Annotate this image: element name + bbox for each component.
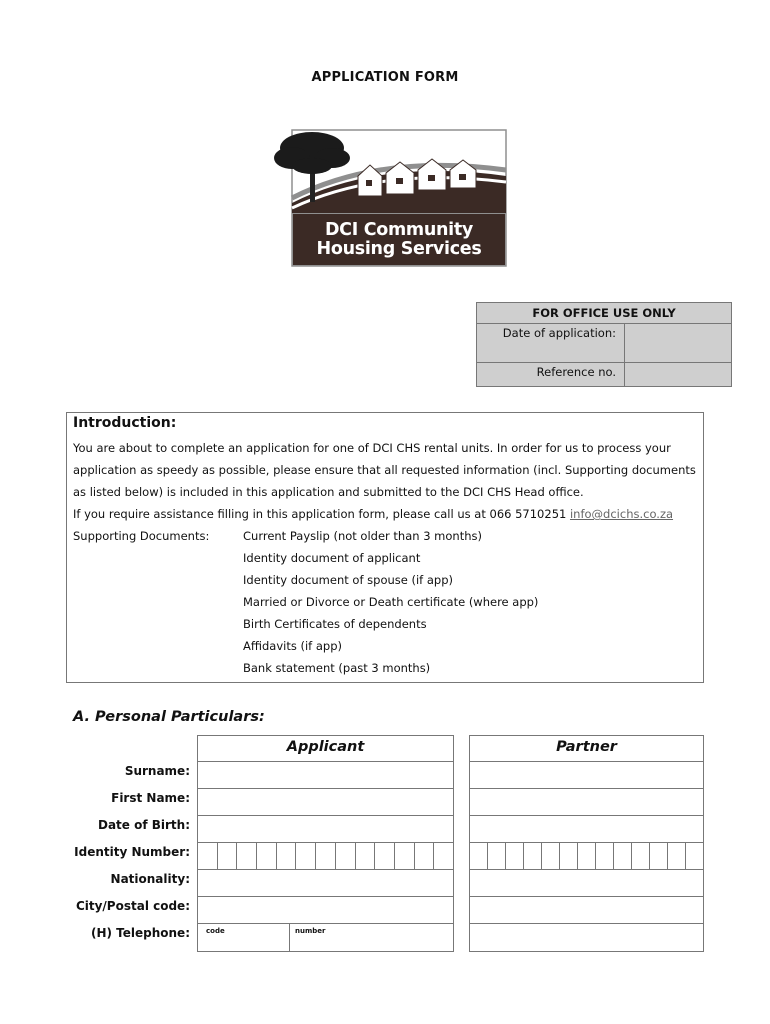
id-digit-cell[interactable]: [356, 843, 376, 869]
date-of-application-field[interactable]: [625, 324, 732, 363]
section-a-heading: A. Personal Particulars:: [73, 709, 265, 725]
surname-label: Surname:: [124, 764, 190, 778]
id-digit-cell[interactable]: [506, 843, 524, 869]
applicant-surname-field[interactable]: [197, 761, 454, 789]
applicant-column-header: Applicant: [197, 735, 454, 762]
reference-no-field[interactable]: [625, 363, 732, 387]
id-digit-cell[interactable]: [650, 843, 668, 869]
intro-paragraph-line: as listed below) is included in this application and submitted to the DCI CHS Head office.: [73, 485, 584, 499]
telephone-label: (H) Telephone:: [90, 926, 190, 940]
contact-text: If you require assistance filling in this application form, please call us at 066 5710251: [73, 507, 567, 521]
document-item: Bank statement (past 3 months): [243, 661, 431, 675]
id-digit-cell[interactable]: [395, 843, 415, 869]
document-item: Identity document of spouse (if app): [243, 573, 454, 587]
intro-paragraph-line: application as speedy as possible, please ensure that all requested information (incl. Supporting documents: [73, 463, 696, 477]
form-title: APPLICATION FORM: [311, 70, 459, 85]
id-digit-cell[interactable]: [257, 843, 277, 869]
id-digit-cell[interactable]: [336, 843, 356, 869]
introduction-box: [66, 412, 704, 683]
id-digit-cell[interactable]: [596, 843, 614, 869]
id-digit-cell[interactable]: [316, 843, 336, 869]
id-digit-cell[interactable]: [277, 843, 297, 869]
applicant-dob-field[interactable]: [197, 815, 454, 843]
applicant-city-field[interactable]: [197, 896, 454, 924]
identity-number-label: Identity Number:: [74, 845, 190, 859]
id-digit-cell[interactable]: [296, 843, 316, 869]
email-link[interactable]: info@dcichs.co.za: [569, 507, 674, 521]
applicant-telephone-field[interactable]: [197, 923, 454, 952]
id-digit-cell[interactable]: [668, 843, 686, 869]
applicant-nationality-field[interactable]: [197, 869, 454, 897]
id-digit-cell[interactable]: [218, 843, 238, 869]
date-of-application-label: Date of application:: [477, 324, 625, 363]
applicant-first-name-field[interactable]: [197, 788, 454, 816]
telephone-number-cell[interactable]: number: [295, 927, 326, 935]
date-of-birth-label: Date of Birth:: [97, 818, 190, 832]
partner-nationality-field[interactable]: [469, 869, 704, 897]
document-item: Current Payslip (not older than 3 months): [243, 529, 482, 543]
intro-paragraph-line: You are about to complete an application for one of DCI CHS rental units. In order for us to process your: [73, 441, 671, 455]
city-postal-code-label: City/Postal code:: [75, 899, 190, 913]
document-item: Affidavits (if app): [243, 639, 343, 653]
first-name-label: First Name:: [111, 791, 190, 805]
partner-telephone-field[interactable]: [469, 923, 704, 952]
id-digit-cell[interactable]: [470, 843, 488, 869]
id-digit-cell[interactable]: [415, 843, 435, 869]
partner-first-name-field[interactable]: [469, 788, 704, 816]
id-digit-cell[interactable]: [560, 843, 578, 869]
document-item: Married or Divorce or Death certificate (where app): [243, 595, 539, 609]
partner-dob-field[interactable]: [469, 815, 704, 843]
id-digit-cell[interactable]: [614, 843, 632, 869]
partner-column-header: Partner: [469, 735, 704, 762]
supporting-documents-label: Supporting Documents:: [73, 529, 210, 543]
reference-no-label: Reference no.: [477, 363, 625, 387]
office-use-table: [476, 302, 732, 387]
telephone-code-cell[interactable]: code: [198, 924, 290, 951]
id-digit-cell[interactable]: [198, 843, 218, 869]
id-digit-cell[interactable]: [686, 843, 703, 869]
partner-id-number-field[interactable]: [469, 842, 704, 870]
office-use-heading: FOR OFFICE USE ONLY: [477, 303, 732, 324]
nationality-label: Nationality:: [110, 872, 190, 886]
id-digit-cell[interactable]: [375, 843, 395, 869]
id-digit-cell[interactable]: [542, 843, 560, 869]
logo-text: [292, 213, 506, 266]
logo-line-1: DCI Community: [324, 220, 474, 240]
id-digit-cell[interactable]: [488, 843, 506, 869]
applicant-id-number-field[interactable]: [197, 842, 454, 870]
id-digit-cell[interactable]: [434, 843, 453, 869]
id-digit-cell[interactable]: [237, 843, 257, 869]
introduction-heading: Introduction:: [73, 415, 177, 431]
partner-surname-field[interactable]: [469, 761, 704, 789]
logo-line-2: Housing Services: [316, 239, 482, 259]
id-digit-cell[interactable]: [632, 843, 650, 869]
intro-contact-line: [73, 507, 673, 521]
id-digit-cell[interactable]: [524, 843, 542, 869]
document-item: Identity document of applicant: [243, 551, 421, 565]
document-item: Birth Certificates of dependents: [243, 617, 427, 631]
partner-city-field[interactable]: [469, 896, 704, 924]
id-digit-cell[interactable]: [578, 843, 596, 869]
